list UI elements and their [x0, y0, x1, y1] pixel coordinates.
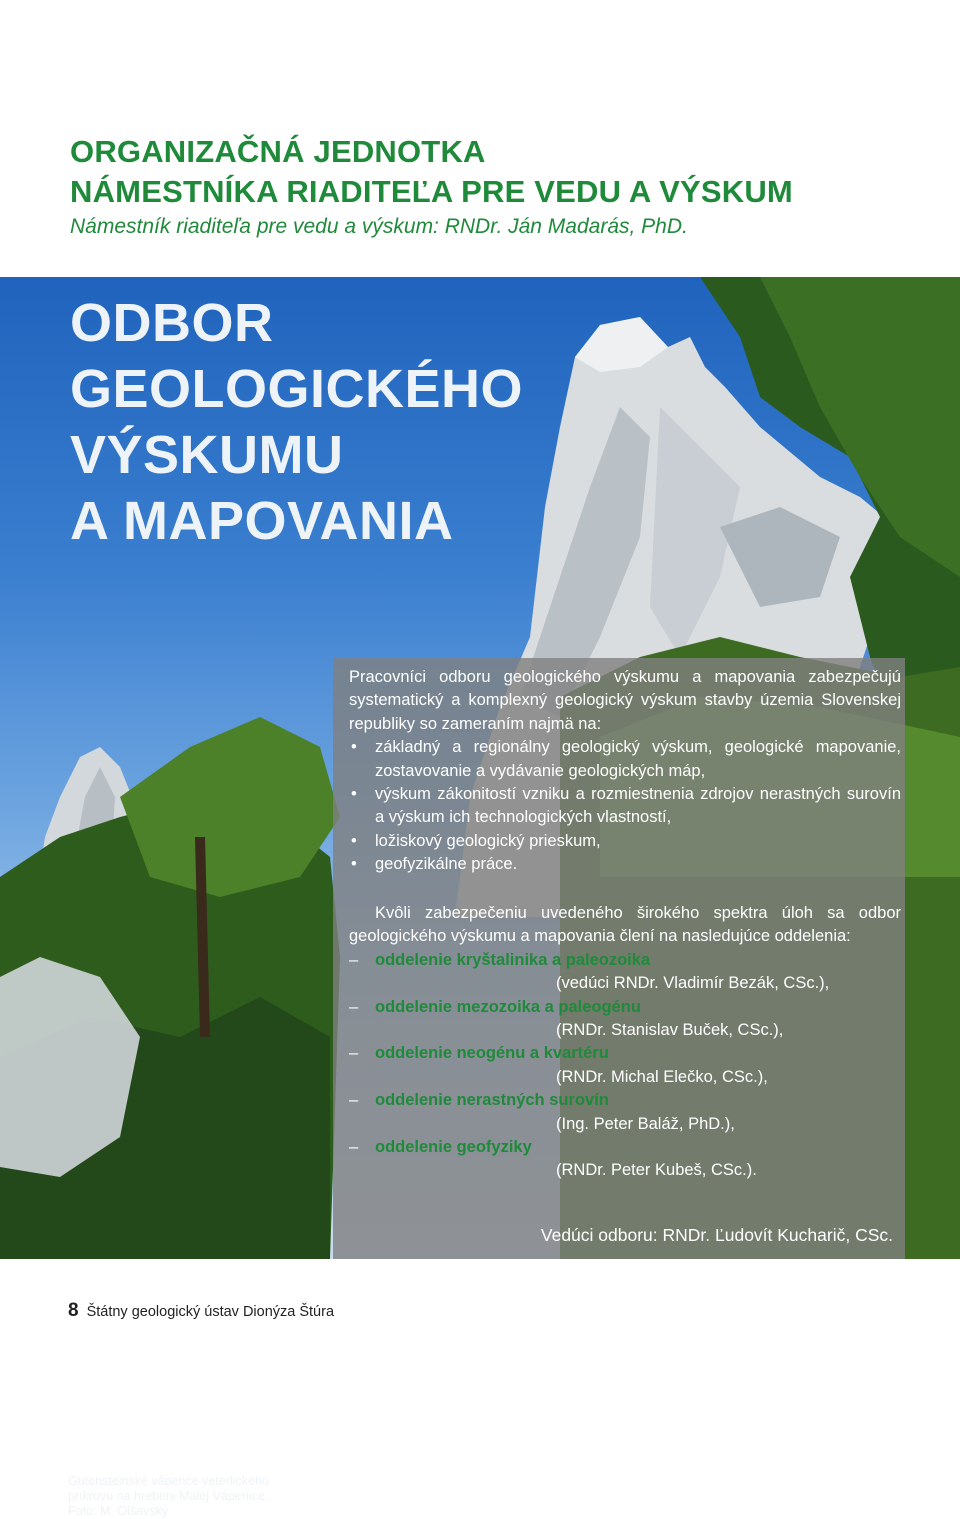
bullet-icon: • — [351, 831, 357, 850]
org-unit-title-line2: NÁMESTNÍKA RIADITEĽA PRE VEDU A VÝSKUM — [70, 174, 793, 209]
list-item — [349, 996, 901, 1043]
intro-text: Pracovníci odboru geologického výskumu a mapovania zabezpečujú systematický a komplexný geologický výskum stavby územia Slovenskej republiky so zameraním najmä na: — [349, 668, 901, 733]
department-head: (RNDr. Michal Elečko, CSc.), — [556, 1067, 768, 1086]
activity-list — [349, 736, 901, 876]
dash-icon: – — [349, 950, 359, 969]
list-item-text: geofyzikálne práce. — [375, 855, 518, 874]
department-head: (Ing. Peter Baláž, PhD.), — [556, 1114, 735, 1133]
list-item — [349, 853, 901, 876]
structure-text: Kvôli zabezpečeniu uvedeného širokého spektra úloh sa odbor geologického výskumu a mapovania člení na nasledujúce oddelenia: — [349, 904, 901, 946]
list-item — [349, 1136, 901, 1183]
department-head: (RNDr. Stanislav Buček, CSc.), — [556, 1021, 784, 1040]
list-item-text: výskum zákonitostí vzniku a rozmiestnenia zdrojov nerastných surovín a výskum ich technologických vlastností, — [375, 785, 901, 827]
org-unit-title-line1: ORGANIZAČNÁ JEDNOTKA — [70, 134, 486, 169]
department-title-line3: VÝSKUMU — [70, 425, 344, 485]
deputy-director-line: Námestník riaditeľa pre vedu a výskum: RNDr. Ján Madarás, PhD. — [70, 215, 688, 238]
department-name: oddelenie nerastných surovín — [375, 1091, 609, 1110]
list-item — [349, 1042, 901, 1089]
list-item — [349, 949, 901, 996]
header — [70, 132, 930, 242]
department-name: oddelenie kryštalinika a paleozoika — [375, 950, 651, 969]
dash-icon: – — [349, 997, 359, 1016]
department-head: (RNDr. Peter Kubeš, CSc.). — [556, 1161, 757, 1180]
department-name: oddelenie mezozoika a paleogénu — [375, 997, 641, 1016]
department-name: oddelenie neogénu a kvartéru — [375, 1044, 609, 1063]
list-item-text: ložiskový geologický prieskum, — [375, 831, 601, 850]
department-title-line1: ODBOR — [70, 293, 274, 353]
department-list — [349, 949, 901, 1183]
dash-icon: – — [349, 1044, 359, 1063]
list-item — [349, 736, 901, 783]
department-title-line2: GEOLOGICKÉHO — [70, 359, 524, 419]
department-title-line4: A MAPOVANIA — [70, 491, 454, 551]
list-item — [349, 783, 901, 830]
structure-section — [349, 902, 901, 1183]
department-title — [70, 290, 523, 554]
bullet-icon: • — [351, 855, 357, 874]
department-name: oddelenie geofyziky — [375, 1138, 532, 1157]
list-item-text: základný a regionálny geologický výskum, geologické mapovanie, zostavovanie a vydávanie geologických máp, — [375, 738, 901, 780]
bullet-icon: • — [351, 785, 357, 804]
dash-icon: – — [349, 1138, 359, 1157]
list-item — [349, 1089, 901, 1136]
publisher-name: Štátny geologický ústav Dionýza Štúra — [86, 1304, 335, 1320]
page-number: 8 — [68, 1300, 79, 1321]
dash-icon: – — [349, 1091, 359, 1110]
info-panel — [333, 658, 905, 1259]
org-unit-title — [70, 132, 930, 212]
bullet-icon: • — [351, 738, 357, 757]
page-footer — [68, 1300, 334, 1323]
intro-section — [349, 666, 901, 877]
department-head: (vedúci RNDr. Vladimír Bezák, CSc.), — [556, 974, 830, 993]
list-item — [349, 830, 901, 853]
photo-caption: Gutensteinské vápence veterlického príkrovu na hrebeni Malej Vápenice. Foto: M. Olšavský — [68, 1474, 269, 1518]
head-of-department: Vedúci odboru: RNDr. Ľudovít Kucharič, CSc. — [540, 1225, 893, 1245]
